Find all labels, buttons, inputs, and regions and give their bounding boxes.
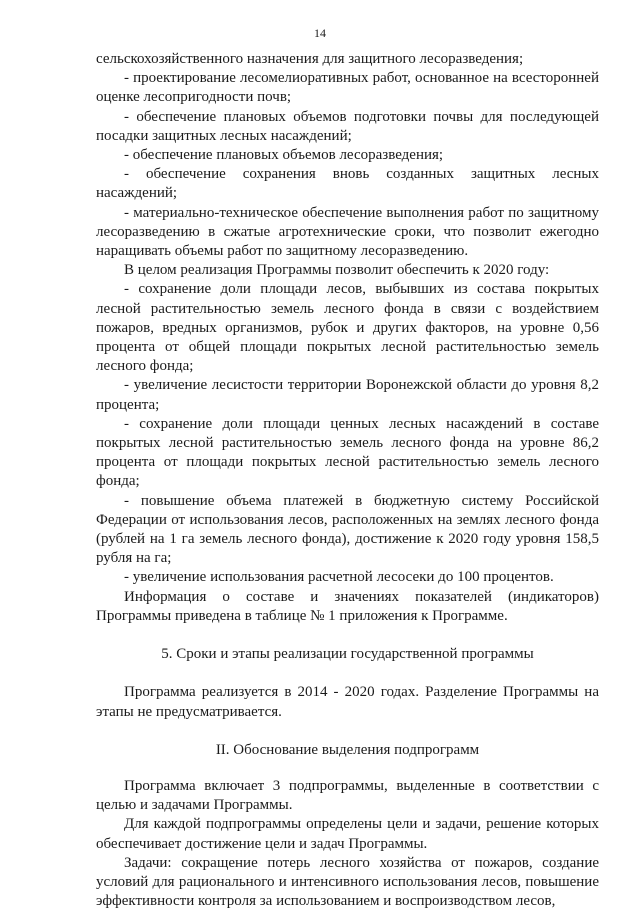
list-item: - повышение объема платежей в бюджетную систему Российской Федерации от использования лесов, расположенных на землях лесного фонда (рублей на 1 га земель лесного фонда), достижение к 2020 году уровня 158,5 рубля на га;	[96, 492, 599, 567]
list-item: - обеспечение плановых объемов подготовки почвы для последующей посадки защитных лесных насаждений;	[96, 108, 599, 144]
page-number: 14	[314, 26, 326, 40]
list-item: - увеличение лесистости территории Воронежской области до уровня 8,2 процента;	[96, 377, 599, 413]
section-heading: II. Обоснование выделения подпрограмм	[215, 741, 480, 758]
paragraph: Информация о составе и значениях показателей (индикаторов) Программы приведена в таблице № 1 приложения к Программе.	[96, 588, 599, 624]
list-item: - увеличение использования расчетной лесосеки до 100 процентов.	[124, 569, 554, 586]
paragraph: Задачи: сокращение потерь лесного хозяйства от пожаров, создание условий для рационального и интенсивного использования лесов, повышение эффективности контроля за использованием и воспроизводством лесов,	[96, 854, 599, 910]
list-item: - материально-техническое обеспечение выполнения работ по защитному лесоразведению в сжатые агротехнические сроки, что позволит ежегодно наращивать объемы работ по защитному лесоразведению.	[96, 204, 599, 260]
paragraph: сельскохозяйственного назначения для защитного лесоразведения;	[96, 51, 524, 67]
list-item: - обеспечение сохранения вновь созданных защитных лесных насаждений;	[96, 166, 599, 202]
list-item: - сохранение доли площади лесов, выбывших из состава покрытых лесной растительностью земель лесного фонда в связи с воздействием пожаров, вредных организмов, рубок и других факторов, на уровне 0,56 процента от общей площади покрытых лесной растительностью земель лесного фонда;	[96, 281, 599, 375]
list-item: - обеспечение плановых объемов лесоразведения;	[124, 147, 444, 164]
paragraph: В целом реализация Программы позволит обеспечить к 2020 году:	[124, 262, 550, 279]
list-item: - сохранение доли площади ценных лесных насаждений в составе покрытых лесной растительностью земель лесного фонда на уровне 86,2 процента от площади покрытых лесной растительностью земель лесного фонда;	[96, 415, 599, 490]
list-item: - проектирование лесомелиоративных работ, основанное на всесторонней оценке лесопригодности почв;	[96, 70, 599, 106]
paragraph: Программа включает 3 подпрограммы, выделенные в соответствии с целью и задачами Программы.	[96, 777, 599, 814]
paragraph: Для каждой подпрограммы определены цели и задачи, решение которых обеспечивает достижение цели и задач Программы.	[96, 816, 599, 852]
paragraph: Программа реализуется в 2014 - 2020 годах. Разделение Программы на этапы не предусматривается.	[96, 684, 599, 720]
section-heading: 5. Сроки и этапы реализации государственной программы	[161, 646, 534, 663]
document-body	[96, 50, 599, 911]
